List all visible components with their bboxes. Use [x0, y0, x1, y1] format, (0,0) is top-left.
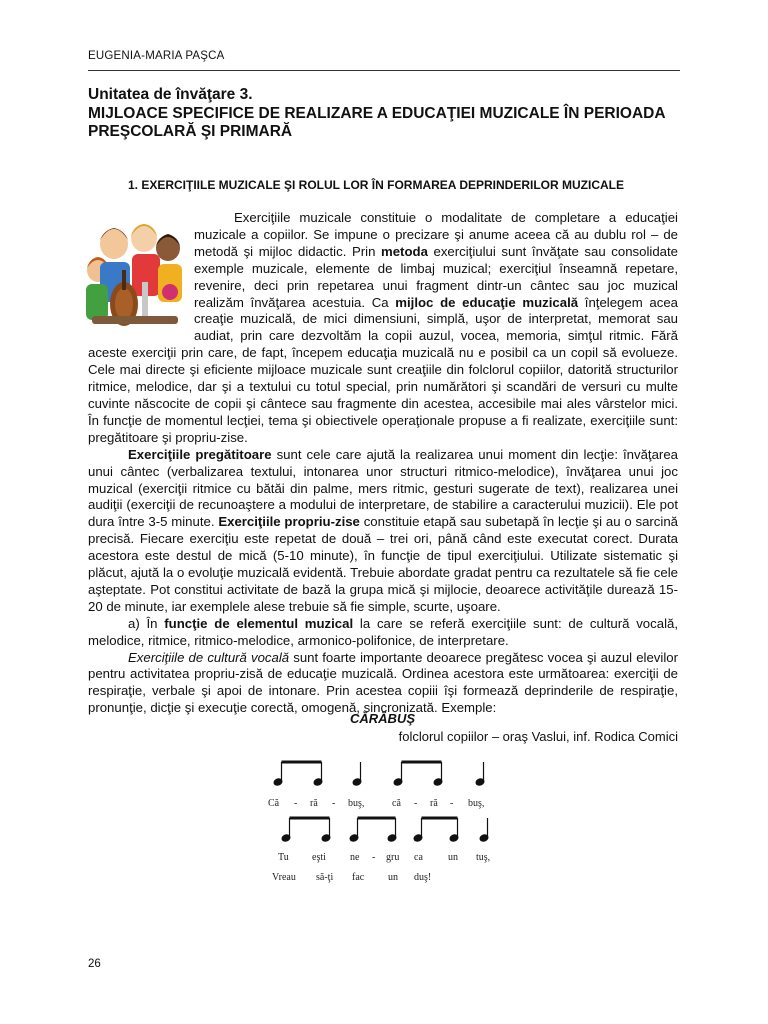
section-heading: 1. EXERCIŢIILE MUZICALE ŞI ROLUL LOR ÎN FORMAREA DEPRINDERILOR MUZICALE: [128, 178, 625, 192]
paragraph-exercise-types: Exerciţiile pregătitoare sunt cele care ajută la realizarea unui moment din lecţie: învăţarea unui cântec (verbalizarea textului, intonarea unor structuri ritmico-melodice), învăţarea unui joc muzical (exerciţii ritmice cu bătăi din palme, mers ritmic, gesturi sugerate de text), realizarea unei audiţii (exerciţii de recunoaştere a modului de interpretare, de stabilire a caracterului muzicii). Ele pot dura între 3-5 minute. Exerciţiile propriu-zise constituie etapă sau subetapă în lecţie şi au o sarcină precisă. Fiecare exerciţiu este repetat de două – trei ori, până când este executat corect. Durata acestora este destul de mică (5-10 minute), în funcţie de tipul exerciţiului. Utilizate sistematic şi plăcut, ajută la o evoluţie muzicală evidentă. Trebuie abordate gradat pentru ca rezultatele să fie cele aşteptate. Pot constitui activitate de bază la grupa mică şi mijlocie, deoarece activităţile durează 15-20 de minute, iar exemplele alese trebuie să fie simple, scurte, uşoare.: [88, 446, 679, 614]
unit-number: Unitatea de învăţare 3.: [88, 86, 253, 103]
lyric-syllable: -: [332, 798, 336, 809]
lyric-syllable: Tu: [278, 852, 289, 863]
rhythm-row-1: [273, 762, 485, 786]
lyric-syllable: ră: [430, 798, 438, 809]
running-header: EUGENIA-MARIA PAŞCA: [88, 50, 225, 62]
lyrics-row-1: [268, 798, 484, 809]
lyric-syllable: un: [388, 872, 398, 883]
song-source: folclorul copiilor – oraş Vaslui, inf. Rodica Comici: [398, 729, 678, 744]
lyric-syllable: tuş,: [476, 852, 491, 863]
lyric-syllable: Că: [268, 798, 280, 809]
lyric-syllable: -: [294, 798, 298, 809]
page-number: 26: [88, 958, 101, 970]
paragraph-musical-element: a) În funcţie de elementul muzical la care se referă exerciţiile sunt: de cultură vocală, melodice, ritmice, ritmico-melodice, armonico-polifonice, de interpretare.: [88, 615, 678, 648]
lyric-syllable: buş,: [348, 798, 365, 809]
rhythm-notation: [268, 752, 500, 886]
lyrics-row-2: [278, 852, 490, 863]
unit-heading: [88, 86, 688, 142]
lyric-syllable: ca: [414, 852, 423, 863]
lyric-syllable: ne: [350, 852, 360, 863]
song-title: CĂRĂBUŞ: [350, 711, 415, 726]
body-text: [88, 210, 678, 717]
lyric-syllable: gru: [386, 852, 400, 863]
lyric-syllable: ră: [310, 798, 318, 809]
lyric-syllable: eşti: [312, 852, 326, 863]
rhythm-row-2: [281, 818, 489, 842]
lyric-syllable: -: [372, 852, 376, 863]
lyric-syllable: Vreau: [272, 872, 296, 883]
lyric-syllable: -: [450, 798, 454, 809]
header-rule: [88, 70, 680, 71]
lyric-syllable: că: [392, 798, 401, 809]
lyric-syllable: -: [414, 798, 418, 809]
lyric-syllable: duş!: [414, 872, 432, 883]
lyric-syllable: buş,: [468, 798, 485, 809]
paragraph-intro: Exerciţiile muzicale constituie o modalitate de completare a educaţiei muzicale a copiilor. Se impune o precizare şi anume aceea că au dublu rol – de metodă şi mijloc didactic. Prin metoda exerciţiului sunt învăţate sau consolidate exemple muzicale, elemente de limbaj muzical; exerciţiul înseamnă repetare, revenire, deci prin repetarea unui fragment dintr-un cântec sau joc muzical realizăm învăţarea acestuia. Ca mijloc de educaţie muzicală înţelegem acea creaţie muzicală, de mici dimensiuni, simplă, uşor de interpretat, memorat sau audiat, prin care dezvoltăm la copii auzul, vocea, memoria, simţul ritmic. Fără aceste exerciţii prin care, de fapt, începem educaţia muzicală nu e posibil ca un copil să evolueze. Cele mai directe şi eficiente mijloace muzicale sunt creaţiile din folclorul copiilor, datorită structurilor ritmice, melodice, dar şi a textului cu totul special, prin numărători şi scandări de versuri cu multe cuvinte născocite de copii şi cântece sau fragmente din acestea, accesibile mai ales vârstelor mici. În funcţie de momentul lecţiei, tema şi obiectivele operaţionale propuse a fi realizate, exerciţiile sunt: pregătitoare şi propriu-zise.: [88, 210, 678, 445]
lyrics-row-3: [272, 872, 431, 883]
lyric-syllable: un: [448, 852, 458, 863]
unit-title: MIJLOACE SPECIFICE DE REALIZARE A EDUCAŢIEI MUZICALE ÎN PERIOADA PREŞCOLARĂ ŞI PRIMARĂ: [88, 104, 665, 140]
lyric-syllable: fac: [352, 872, 365, 883]
paragraph-vocal-culture: Exerciţiile de cultură vocală sunt foarte importante deoarece pregătesc vocea şi auzul elevilor pentru activitatea propriu-zisă de educaţie muzicală. Ordinea acestora este următoarea: exerciţii de respiraţie, verbale şi apoi de intonare. Prin acestea copiii îşi formează deprinderile de respiraţie, pronunţie, dicţie şi execuţie corectă, omogenă, sincronizată. Exemple:: [88, 649, 678, 716]
lyric-syllable: să-ţi: [316, 872, 334, 883]
children-musicians-illustration: [84, 212, 184, 332]
